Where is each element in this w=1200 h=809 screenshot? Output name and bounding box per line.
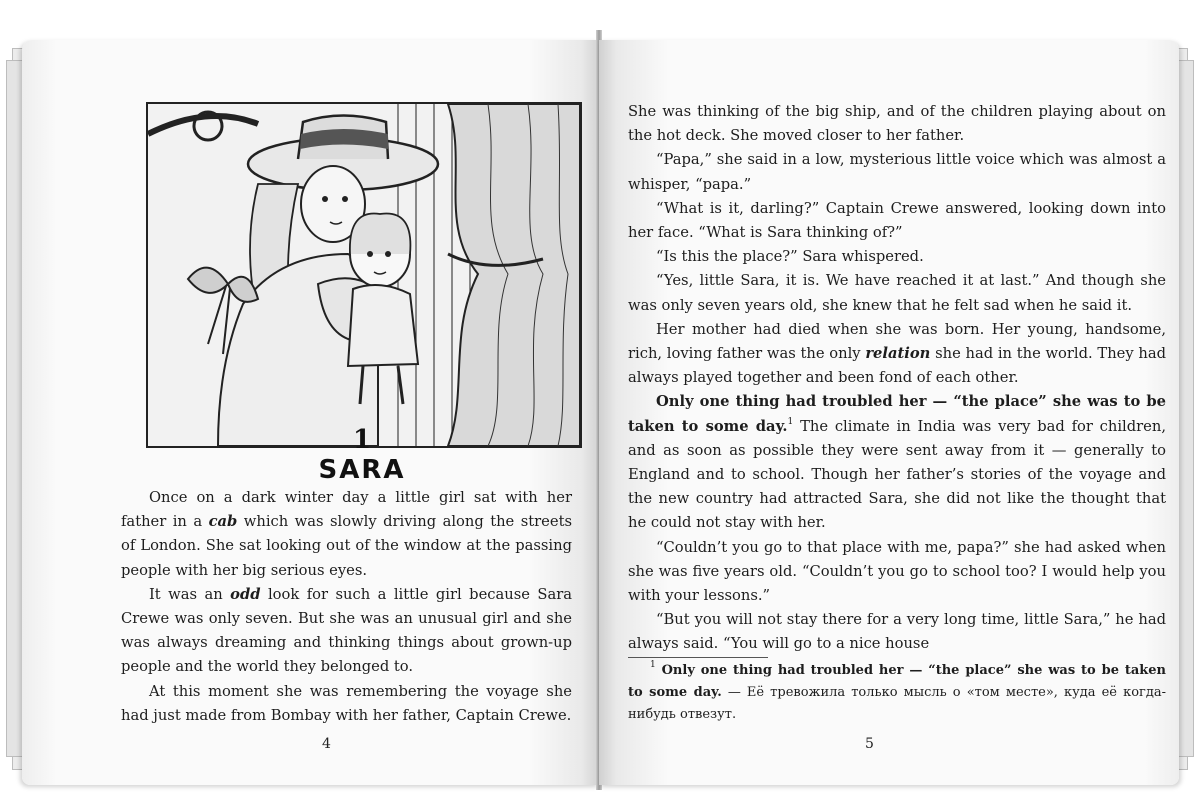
vocabulary-word: odd: [230, 585, 261, 603]
vocabulary-word: cab: [208, 513, 238, 531]
bold-phrase: Only one thing had troubled her — “the place” she was to be taken to some day.: [628, 393, 1166, 435]
paragraph: [628, 608, 1166, 656]
text-run: “What is it, darling?” Captain Crewe answered, looking down into her face. “What is Sara thinking of?”: [628, 199, 1166, 242]
paragraph: [628, 148, 1166, 196]
right-page: [599, 40, 1179, 785]
paragraph: [628, 269, 1166, 317]
paragraph: [628, 100, 1166, 148]
left-page-body: [121, 486, 572, 728]
bold-phrase: Only one thing had troubled her — “the place” she was to be taken to some day.: [628, 663, 1166, 700]
text-run: Her mother had died when she was born. Her young, handsome, rich, loving father was the only: [628, 320, 1166, 363]
paragraph: [628, 245, 1166, 269]
footnote-marker: 1: [650, 660, 656, 670]
text-run: — Её тревожила только мысль о «том месте», куда её когда-нибудь отвезут.: [628, 685, 1166, 722]
footnote-text: [628, 660, 1166, 726]
chapter-illustration: [146, 102, 582, 448]
text-run: “Is this the place?” Sara whispered.: [656, 248, 924, 266]
footnote-rule: [628, 657, 768, 658]
paragraph: [628, 390, 1166, 535]
text-run: which was slowly driving along the streets of London. She sat looking out of the window at the passing people with her big serious eyes.: [121, 513, 573, 579]
chapter-number: 1: [352, 425, 372, 455]
right-page-body: [628, 100, 1166, 657]
paragraph: [628, 318, 1166, 391]
text-run: “Couldn’t you go to that place with me, papa?” she had asked when she was five years old. “Couldn’t you go to school too? I would help you with your lessons.”: [628, 538, 1166, 605]
text-run: look for such a little girl because Sara Crewe was only seven. But she was an unusual girl and she was always dreaming and thinking things about grown-up people and the world they belonged to.: [121, 585, 572, 676]
vocabulary-word: relation: [865, 345, 931, 363]
footnote: [628, 660, 1166, 726]
text-run: “Yes, little Sara, it is. We have reached it at last.” And though she was only seven years old, she knew that he felt sad when he said it.: [628, 272, 1166, 314]
page-number-right: 5: [865, 736, 874, 752]
text-run: she had in the world. They had always played together and been fond of each other.: [628, 345, 1167, 387]
left-page: [22, 40, 599, 785]
paragraph: [628, 536, 1166, 609]
text-run: At this moment she was remembering the voyage she had just made from Bombay with her father, Captain Crewe.: [121, 682, 572, 724]
footnote-marker: 1: [787, 416, 794, 427]
chapter-title: SARA: [318, 455, 406, 485]
text-run: It was an: [149, 585, 231, 603]
paragraph: [628, 197, 1166, 245]
text-run: “But you will not stay there for a very long time, little Sara,” he had always said. “You will go to a nice house: [628, 611, 1166, 653]
page-number-left: 4: [322, 736, 331, 752]
text-run: “Papa,” she said in a low, mysterious little voice which was almost a whisper, “papa.”: [628, 151, 1166, 193]
text-run: The climate in India was very bad for children, and as soon as possible they were sent away from it — generally to England and to school. Though her father’s stories of the voyage and the new country had attracted Sara, she did not like the thought that he could not stay with her.: [628, 417, 1166, 532]
text-run: She was thinking of the big ship, and of the children playing about on the hot deck. She moved closer to her father.: [628, 103, 1166, 145]
paragraph: [121, 486, 572, 583]
text-run: Once on a dark winter day a little girl sat with her father in a: [121, 489, 572, 531]
girl-with-doll-illustration: [148, 104, 580, 446]
paragraph: [121, 680, 572, 728]
paragraph: [121, 583, 572, 680]
